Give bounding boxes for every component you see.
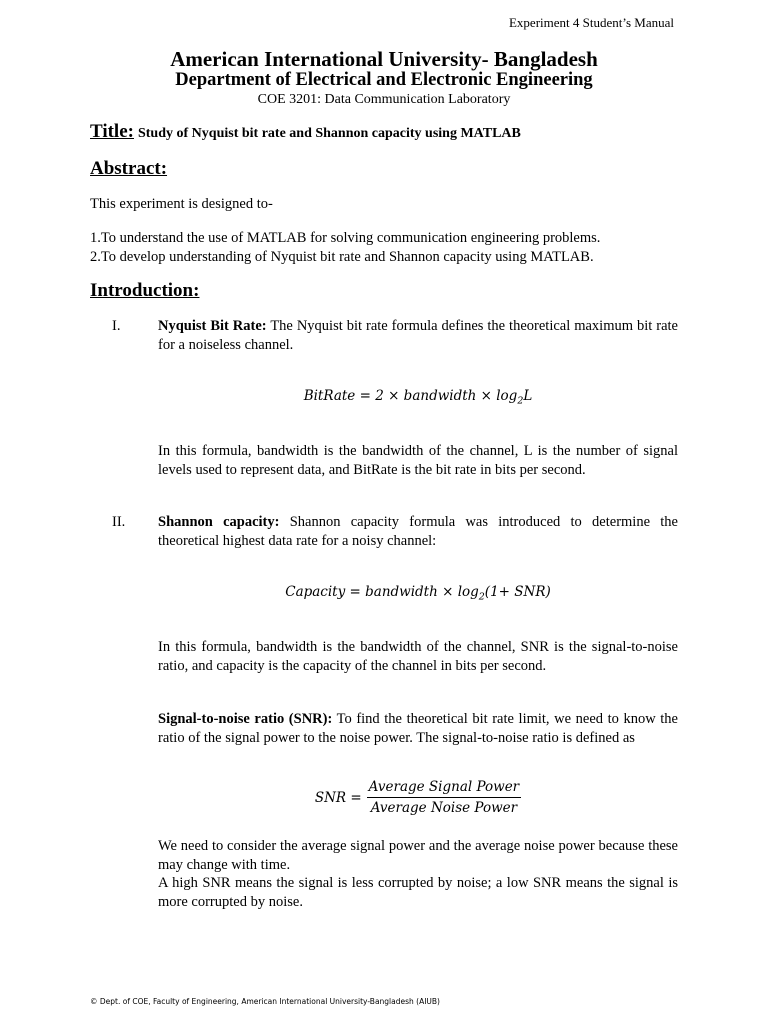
title-line — [90, 121, 521, 143]
shannon-description — [158, 513, 678, 550]
university-name: American International University- Bangladesh — [170, 47, 598, 71]
formula-rhs-tail: (1+ SNR) — [484, 584, 551, 600]
fraction-denominator: Average Noise Power — [370, 800, 518, 816]
nyquist-text: The Nyquist bit rate formula defines the theoretical maximum bit rate for a noiseless channel. — [158, 318, 678, 353]
shannon-formula — [158, 584, 678, 603]
snr-description — [158, 710, 678, 747]
formula-rhs: = 2 × bandwidth × log — [359, 388, 518, 404]
abstract-item: 1.To understand the use of MATLAB for solving communication engineering problems. — [90, 230, 601, 246]
abstract-intro: This experiment is designed to- — [90, 196, 273, 212]
formula-lhs: SNR = — [314, 789, 362, 806]
snr-note: A high SNR means the signal is less corrupted by noise; a low SNR means the signal is more corrupted by noise. — [158, 875, 678, 910]
title-text: Study of Nyquist bit rate and Shannon capacity using MATLAB — [137, 126, 521, 141]
snr-fraction — [367, 779, 521, 816]
formula-lhs: BitRate — [303, 388, 356, 404]
title-label: Title: — [90, 121, 134, 142]
shannon-term: Shannon capacity: — [158, 514, 280, 530]
snr-note: We need to consider the average signal power and the average noise power because these may change with time. — [158, 838, 678, 873]
formula-lhs: Capacity — [285, 584, 346, 600]
item-numeral: II. — [112, 514, 126, 530]
fraction-numerator: Average Signal Power — [367, 779, 521, 798]
shannon-explanation: In this formula, bandwidth is the bandwidth of the channel, SNR is the signal-to-noise ratio, and capacity is the capacity of the channel in bits per second. — [158, 639, 678, 674]
item-numeral: I. — [112, 318, 121, 334]
department-name: Department of Electrical and Electronic Engineering — [175, 70, 593, 90]
introduction-heading: Introduction: — [90, 280, 200, 301]
shannon-text: Shannon capacity formula was introduced to determine the theoretical highest data rate for a noisy channel: — [158, 514, 678, 549]
formula-subscript: 2 — [517, 395, 524, 407]
nyquist-description — [158, 317, 678, 354]
snr-formula — [158, 779, 678, 816]
running-header: Experiment 4 Student’s Manual — [508, 15, 674, 30]
abstract-heading: Abstract: — [90, 158, 168, 179]
page-footer: © Dept. of COE, Faculty of Engineering, American International University-Bangladesh (AIUB) — [90, 997, 440, 1006]
abstract-item: 2.To develop understanding of Nyquist bit rate and Shannon capacity using MATLAB. — [90, 249, 594, 265]
formula-rhs: = bandwidth × log — [349, 584, 479, 600]
formula-subscript: 2 — [478, 591, 485, 603]
nyquist-formula — [158, 388, 678, 407]
snr-term: Signal-to-noise ratio (SNR): — [158, 711, 333, 727]
nyquist-explanation: In this formula, bandwidth is the bandwidth of the channel, L is the number of signal levels used to represent data, and BitRate is the bit rate in bits per second. — [158, 443, 678, 478]
formula-rhs-tail: L — [523, 388, 533, 404]
snr-text: To find the theoretical bit rate limit, we need to know the ratio of the signal power to the noise power. The signal-to-noise ratio is defined as — [158, 711, 678, 746]
course-name: COE 3201: Data Communication Laboratory — [257, 92, 511, 107]
nyquist-term: Nyquist Bit Rate: — [158, 318, 267, 334]
snr-fraction-wrap — [315, 779, 521, 816]
